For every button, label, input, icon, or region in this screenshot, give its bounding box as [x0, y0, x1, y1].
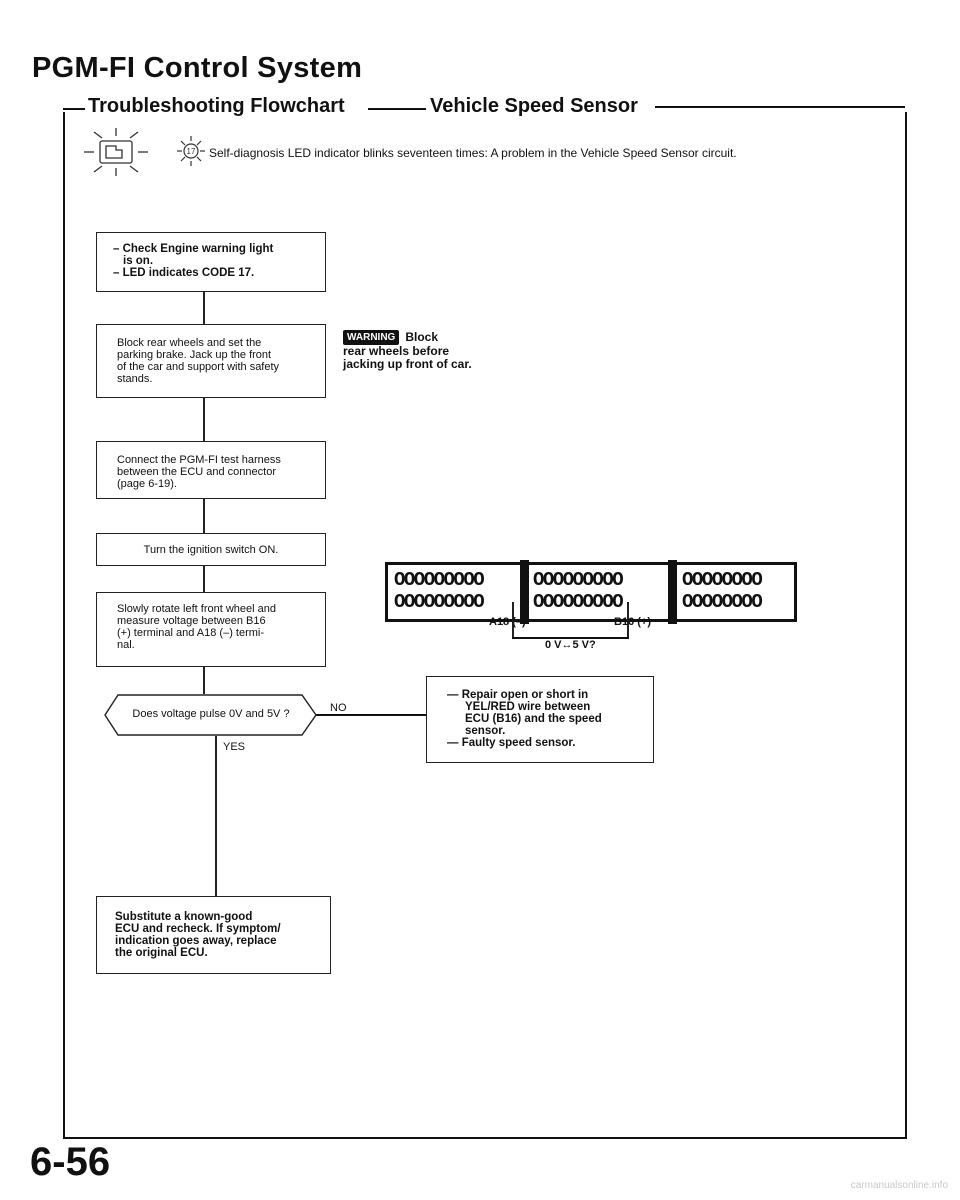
warning-badge: WARNING [343, 330, 399, 345]
connector-pins-c-top: OOOOOOOO [682, 569, 762, 591]
pin-a18-label: A18 (–) [489, 616, 526, 628]
repair-line: — Repair open or short in [447, 689, 589, 701]
symptom-line: – Check Engine warning light [113, 243, 274, 255]
section-title: Troubleshooting Flowchart [88, 95, 345, 117]
substitute-line: Substitute a known-good [115, 911, 253, 923]
substitute-box [96, 896, 331, 974]
warning-line: rear wheels before [343, 344, 450, 358]
repair-line: YEL/RED wire between [465, 701, 591, 713]
footer-watermark: carmanualsonline.info [850, 1180, 948, 1191]
header-rule-right [655, 106, 905, 108]
repair-line: — Faulty speed sensor. [447, 737, 576, 749]
flow-line [203, 291, 205, 325]
check-engine-icon [80, 126, 152, 178]
ignition-box [96, 533, 326, 566]
flow-line [203, 398, 205, 442]
step-line: Connect the PGM-FI test harness [117, 454, 281, 466]
decision-text: Does voltage pulse 0V and 5V ? [132, 708, 290, 720]
step-line: of the car and support with safety [117, 361, 280, 373]
step-line: parking brake. Jack up the front [117, 349, 272, 361]
repair-line: ECU (B16) and the speed [465, 713, 602, 725]
connect-harness-box [96, 441, 326, 499]
connector-pins-b-top: OOOOOOOOO [533, 569, 623, 591]
header-rule-left [63, 108, 85, 110]
step-line: between the ECU and connector [117, 466, 276, 478]
step-line: Slowly rotate left front wheel and [117, 603, 276, 615]
step-line: measure voltage between B16 [117, 615, 266, 627]
no-label: NO [330, 702, 347, 714]
symptom-line: – LED indicates CODE 17. [113, 267, 255, 279]
yes-label: YES [223, 741, 246, 753]
page-title: PGM-FI Control System [32, 52, 363, 84]
flow-line [203, 566, 205, 593]
substitute-line: the original ECU. [115, 947, 208, 959]
repair-line: sensor. [465, 725, 506, 737]
step-line: Block rear wheels and set the [117, 337, 262, 349]
flow-line [203, 666, 205, 694]
connector-pins-b-bottom: OOOOOOOOO [533, 591, 623, 613]
pin-b16-label: B16 (+) [614, 616, 651, 628]
symptom-box [96, 232, 326, 292]
step-line: (+) terminal and A18 (–) termi- [117, 627, 265, 639]
connector-pins-c-bottom: OOOOOOOO [682, 591, 762, 613]
repair-box [426, 676, 654, 763]
substitute-line: ECU and recheck. If symptom/ [115, 923, 281, 935]
step-line: stands. [117, 373, 153, 385]
block-wheels-box [96, 324, 326, 398]
diagnosis-text: Self-diagnosis LED indicator blinks seventeen times: A problem in the Vehicle Speed Sensor circuit. [209, 146, 737, 160]
warning-note [343, 330, 472, 371]
led-blink-icon [176, 134, 206, 168]
connector-pins-a-bottom: OOOOOOOOO [394, 591, 484, 613]
symptom-line: is on. [123, 255, 154, 267]
connector-divider [668, 560, 677, 624]
measure-box [96, 592, 326, 667]
svg-text:17: 17 [186, 147, 196, 156]
flow-line [215, 736, 217, 896]
section-subtitle: Vehicle Speed Sensor [430, 95, 638, 117]
step-line: (page 6-19). [117, 478, 177, 490]
page-number: 6-56 [30, 1140, 111, 1184]
ignition-text: Turn the ignition switch ON. [143, 544, 279, 556]
warning-line: Block [405, 330, 439, 344]
no-branch-line [315, 714, 426, 716]
step-line: nal. [117, 639, 135, 651]
voltage-label: 0 V↔5 V? [545, 639, 596, 651]
connector-divider [520, 560, 529, 624]
substitute-line: indication goes away, replace [115, 935, 277, 947]
warning-line: jacking up front of car. [343, 357, 472, 371]
connector-pins-a-top: OOOOOOOOO [394, 569, 484, 591]
header-rule-middle [368, 108, 426, 110]
flow-line [203, 499, 205, 533]
